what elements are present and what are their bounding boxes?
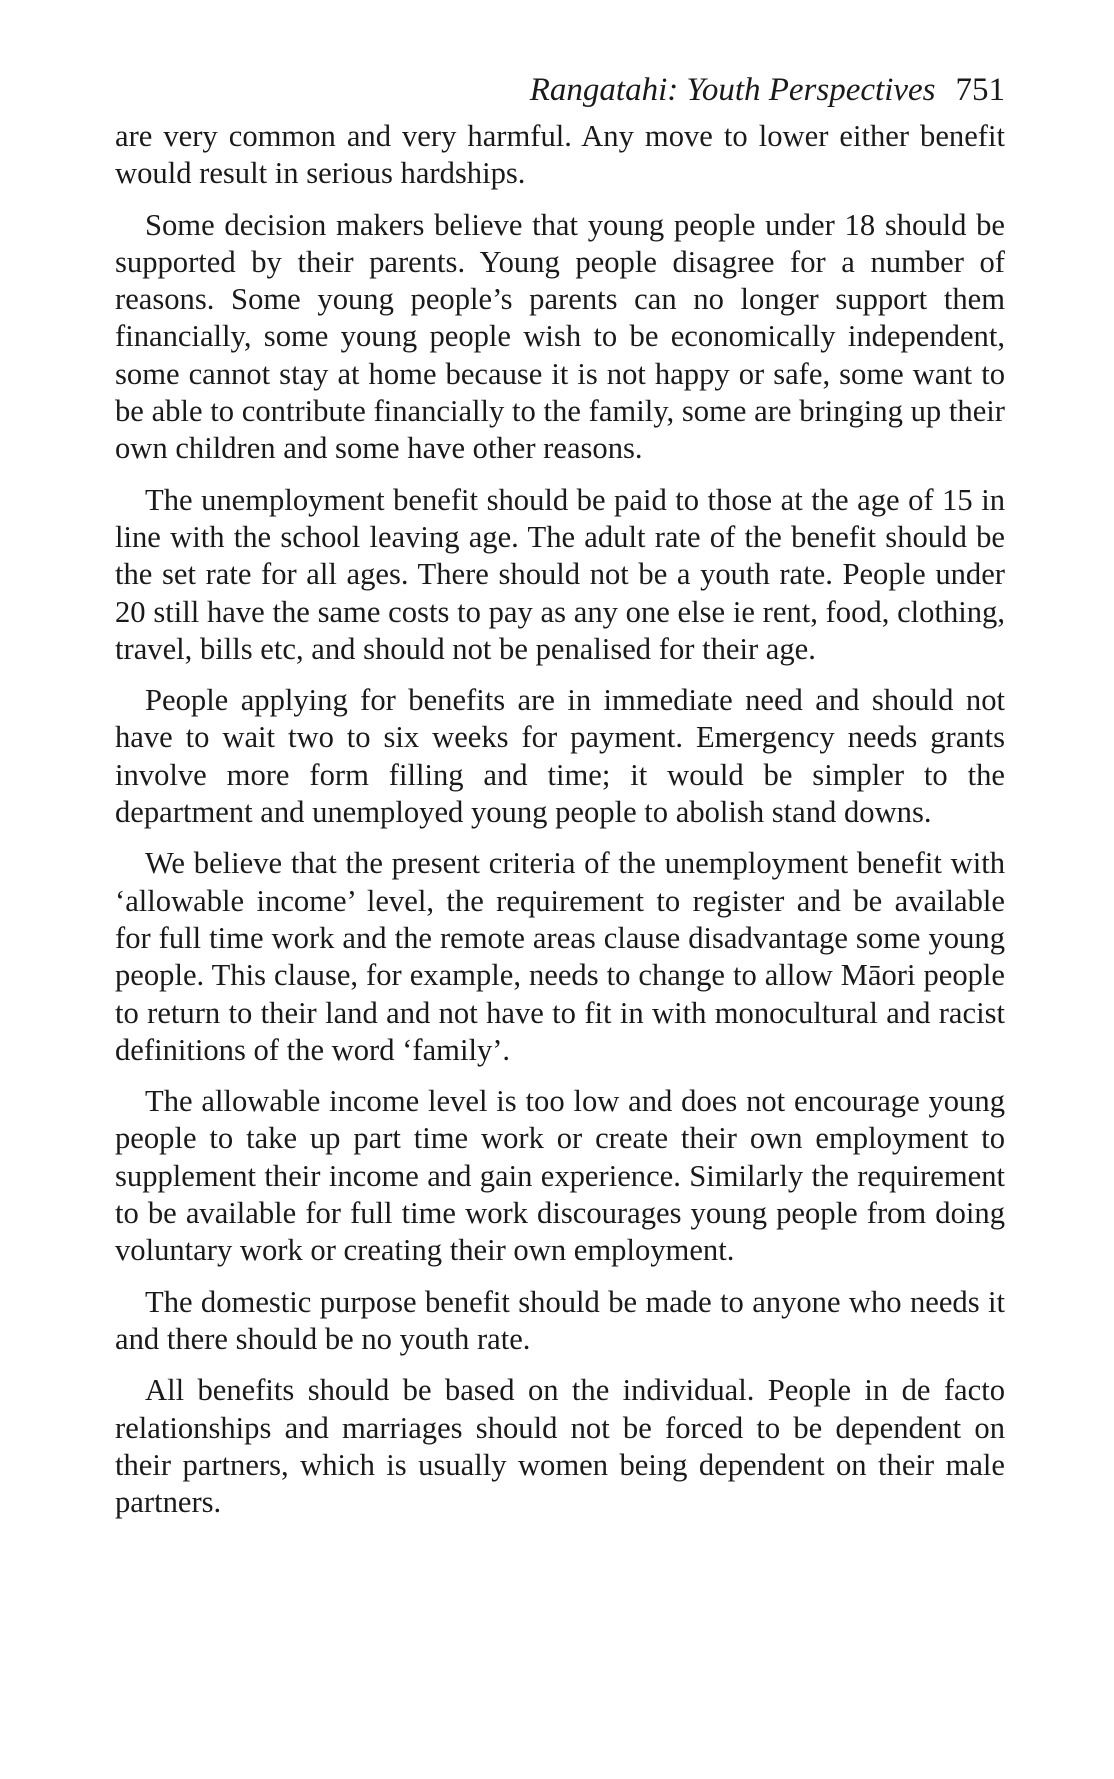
paragraph: All benefits should be based on the individual. People in de facto relationships and marriages should not be forced to be dependent on their partners, which is usually women being dependent on their male partners. bbox=[115, 1373, 1005, 1520]
paragraph: The domestic purpose benefit should be made to anyone who needs it and there should be no youth rate. bbox=[115, 1284, 1005, 1356]
book-page bbox=[115, 70, 1005, 1535]
running-header bbox=[115, 70, 1005, 110]
body-text bbox=[115, 118, 1005, 1521]
paragraph: Some decision makers believe that young people under 18 should be supported by their parents. Young people disagree for a number of reasons. Some young people’s parents can no longer support them financially, some young people wish to be economically independent, some cannot stay at home because it is not happy or safe, some want to be able to contribute financially to the family, some are bringing up their own children and some have other reasons. bbox=[115, 207, 1005, 466]
page-number: 751 bbox=[955, 72, 1005, 108]
paragraph: We believe that the present criteria of the unemployment benefit with ‘allowable income’ level, the requirement to register and be available for full time work and the remote areas clause disadvantage some young people. This clause, for example, needs to change to allow Māori people to return to their land and not have to fit in with monocultural and racist definitions of the word ‘family’. bbox=[115, 846, 1005, 1067]
paragraph: People applying for benefits are in immediate need and should not have to wait two to six weeks for payment. Emergency needs grants involve more form filling and time; it would be simpler to the department and unemployed young people to abolish stand downs. bbox=[115, 683, 1005, 830]
paragraph: The unemployment benefit should be paid to those at the age of 15 in line with the school leaving age. The adult rate of the benefit should be the set rate for all ages. There should not be a youth rate. People under 20 still have the same costs to pay as any one else ie rent, food, clothing, travel, bills etc, and should not be penalised for their age. bbox=[115, 482, 1005, 666]
running-title: Rangatahi: Youth Perspectives bbox=[529, 72, 936, 108]
paragraph: The allowable income level is too low and does not encourage young people to take up part time work or create their own employment to supplement their income and gain experience. Similarly the requirement to be available for full time work discourages young people from doing voluntary work or creating their own employment. bbox=[115, 1084, 1005, 1268]
paragraph: are very common and very harmful. Any move to lower either benefit would result in serious hardships. bbox=[115, 119, 1005, 191]
